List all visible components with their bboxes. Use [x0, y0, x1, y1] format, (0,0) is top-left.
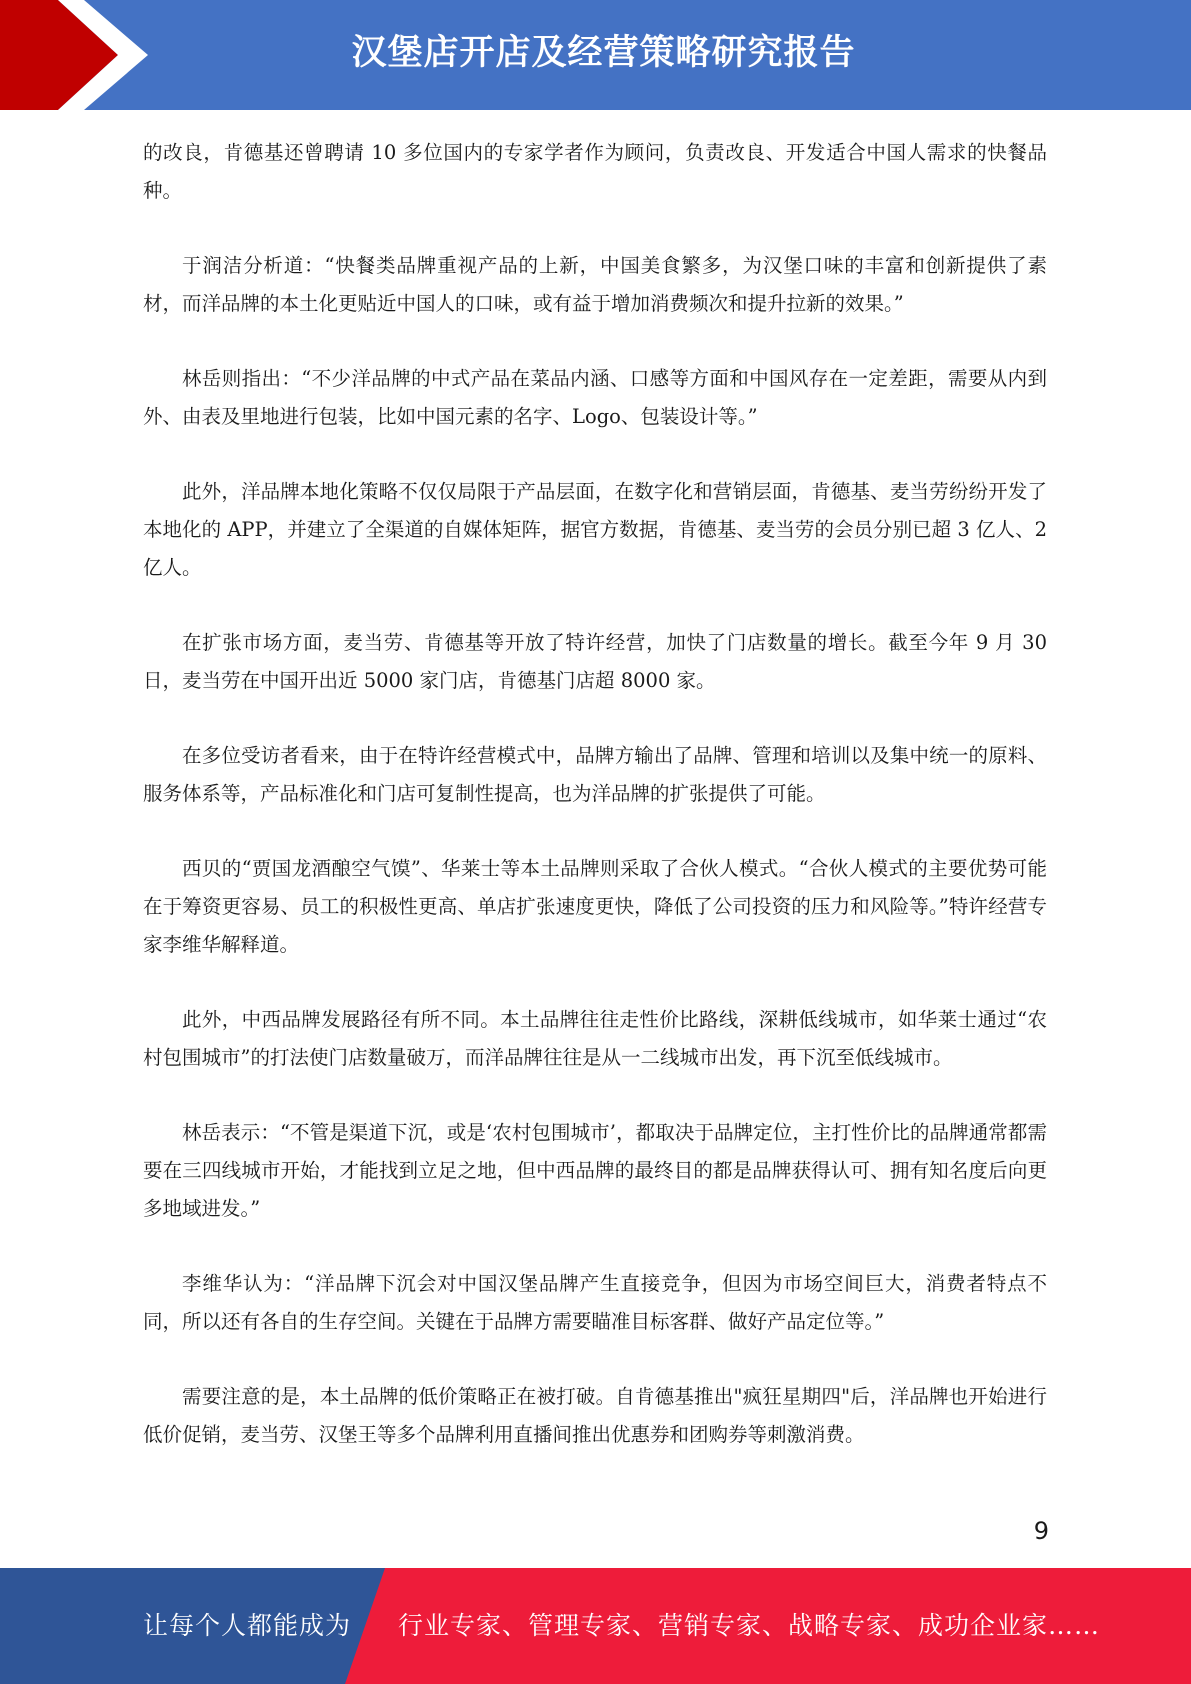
- paragraph-2: 于润洁分析道：“快餐类品牌重视产品的上新，中国美食繁多，为汉堡口味的丰富和创新提供了素材，而洋品牌的本土化更贴近中国人的口味，或有益于增加消费频次和提升拉新的效果。”: [143, 254, 1047, 315]
- paragraph-9: 林岳表示：“不管是渠道下沉，或是‘农村包围城市’，都取决于品牌定位，主打性价比的品牌通常都需要在三四线城市开始，才能找到立足之地，但中西品牌的最终目的都是品牌获得认可、拥有知名度后向更多地域进发。”: [143, 1121, 1047, 1220]
- paragraph-6: 在多位受访者看来，由于在特许经营模式中，品牌方输出了品牌、管理和培训以及集中统一的原料、服务体系等，产品标准化和门店可复制性提高，也为洋品牌的扩张提供了可能。: [143, 744, 1047, 805]
- paragraph-5: 在扩张市场方面，麦当劳、肯德基等开放了特许经营，加快了门店数量的增长。截至今年 9 月 30 日，麦当劳在中国开出近 5000 家门店，肯德基门店超 8000 家。: [143, 631, 1047, 692]
- paragraph-1: 的改良，肯德基还曾聘请 10 多位国内的专家学者作为顾问，负责改良、开发适合中国人需求的快餐品种。: [143, 141, 1047, 202]
- report-title: 汉堡店开店及经营策略研究报告: [351, 33, 856, 73]
- body-content: [143, 134, 1047, 1491]
- paragraph-8: 此外，中西品牌发展路径有所不同。本土品牌往往走性价比路线，深耕低线城市，如华莱士通过“农村包围城市”的打法使门店数量破万，而洋品牌往往是从一二线城市出发，再下沉至低线城市。: [143, 1008, 1047, 1069]
- paragraph-10: 李维华认为：“洋品牌下沉会对中国汉堡品牌产生直接竞争，但因为市场空间巨大，消费者特点不同，所以还有各自的生存空间。关键在于品牌方需要瞄准目标客群、做好产品定位等。”: [143, 1272, 1047, 1333]
- footer-banner: [0, 1568, 1191, 1684]
- paragraph-3: 林岳则指出：“不少洋品牌的中式产品在菜品内涵、口感等方面和中国风存在一定差距，需要从内到外、由表及里地进行包装，比如中国元素的名字、Logo、包装设计等。”: [143, 367, 1047, 428]
- paragraph-11: 需要注意的是，本土品牌的低价策略正在被打破。自肯德基推出"疯狂星期四"后，洋品牌也开始进行低价促销，麦当劳、汉堡王等多个品牌利用直播间推出优惠券和团购券等刺激消费。: [143, 1385, 1047, 1446]
- footer-slogan-right: 行业专家、管理专家、营销专家、战略专家、成功企业家……: [398, 1611, 1101, 1640]
- footer-slogan-left: 让每个人都能成为: [143, 1611, 352, 1640]
- page-number: 9: [1033, 1517, 1049, 1545]
- paragraph-4: 此外，洋品牌本地化策略不仅仅局限于产品层面，在数字化和营销层面，肯德基、麦当劳纷纷开发了本地化的 APP，并建立了全渠道的自媒体矩阵，据官方数据，肯德基、麦当劳的会员分别已超 3 亿人、2 亿人。: [143, 480, 1047, 579]
- paragraph-7: 西贝的“贾国龙酒酿空气馍”、华莱士等本土品牌则采取了合伙人模式。“合伙人模式的主要优势可能在于筹资更容易、员工的积极性更高、单店扩张速度更快，降低了公司投资的压力和风险等。”特许经营专家李维华解释道。: [143, 857, 1047, 956]
